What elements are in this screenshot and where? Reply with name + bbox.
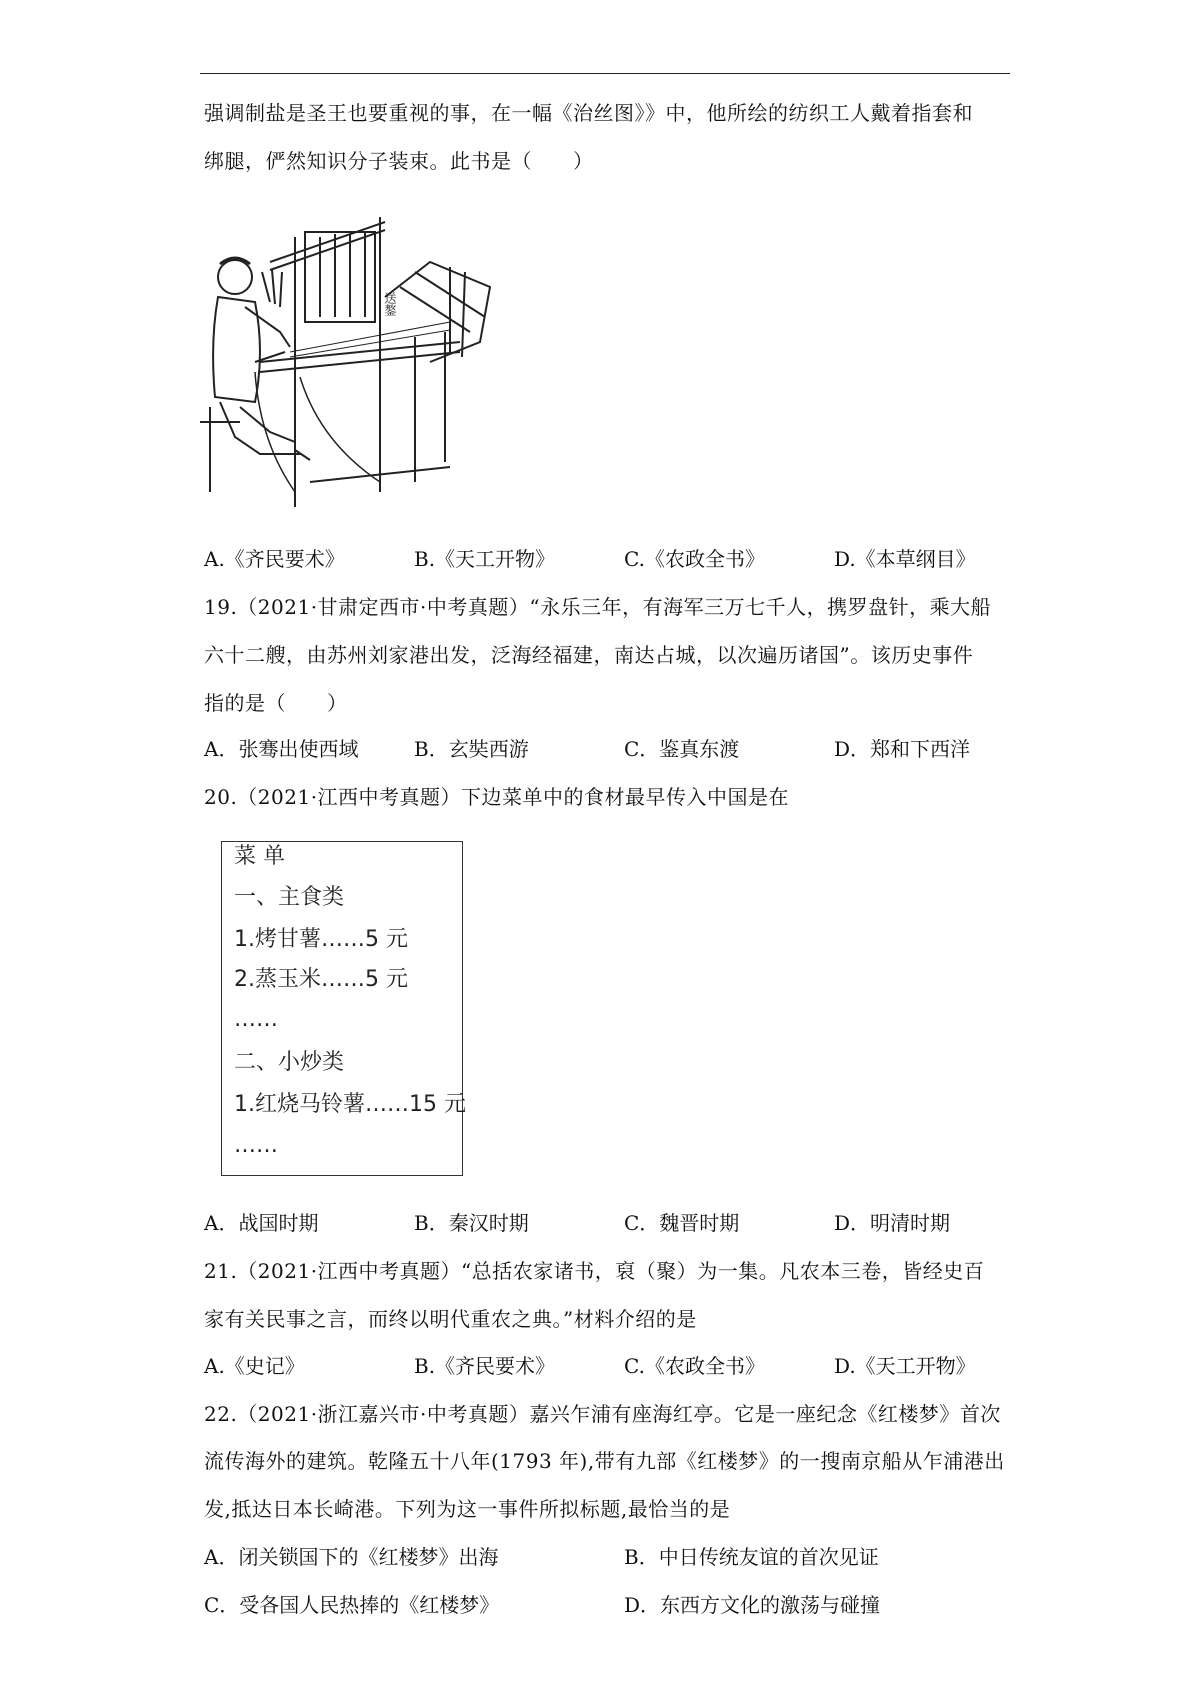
q19-line3: 指的是（ ） [204, 691, 348, 715]
menu-ellipsis: …… [234, 1133, 278, 1158]
menu-category-staple: 一、主食类 [234, 885, 345, 910]
q18-option-b[interactable]: B.《天工开物》 [414, 547, 556, 571]
q18-stem-line2: 绑腿，俨然知识分子装束。此书是（ ） [204, 149, 594, 173]
q22-option-d[interactable]: D．东西方文化的激荡与碰撞 [624, 1593, 881, 1617]
q18-option-a[interactable]: A.《齐民要术》 [204, 547, 345, 571]
q21-option-b[interactable]: B.《齐民要术》 [414, 1354, 556, 1378]
q20-option-c[interactable]: C．魏晋时期 [624, 1211, 740, 1235]
q18-option-c[interactable]: C.《农政全书》 [624, 547, 765, 571]
q22-line3: 发,抵达日本长崎港。下列为这一事件所拟标题,最恰当的是 [204, 1497, 731, 1521]
q19-option-d[interactable]: D．郑和下西洋 [834, 737, 971, 761]
menu-image [221, 841, 466, 1176]
q21-line2: 家有关民事之言，而终以明代重农之典。”材料介绍的是 [204, 1307, 697, 1331]
menu-category-stir-fry: 二、小炒类 [234, 1050, 345, 1075]
menu-ellipsis: …… [234, 1007, 278, 1032]
q21-option-d[interactable]: D.《天工开物》 [834, 1354, 976, 1378]
menu-item-potato: 1.红烧马铃薯……15 元 [234, 1092, 466, 1117]
q22-option-b[interactable]: B．中日传统友谊的首次见证 [624, 1545, 879, 1569]
q22-option-c[interactable]: C．受各国人民热捧的《红楼梦》 [204, 1593, 500, 1617]
loom-label: 送鏊 [383, 292, 397, 316]
q18-stem-line1: 强调制盐是圣王也要重视的事，在一幅《治丝图》》中，他所绘的纺织工人戴着指套和 [204, 101, 973, 125]
menu-item-corn: 2.蒸玉米……5 元 [234, 967, 408, 992]
loom-illustration [200, 192, 505, 527]
q22-option-a[interactable]: A．闭关锁国下的《红楼梦》出海 [204, 1545, 499, 1569]
q19-option-a[interactable]: A．张骞出使西域 [204, 737, 359, 761]
q20-line1: 20.（2021·江西中考真题）下边菜单中的食材最早传入中国是在 [204, 785, 790, 809]
menu-title: 菜 单 [234, 844, 285, 869]
q19-option-c[interactable]: C．鉴真东渡 [624, 737, 740, 761]
q19-option-b[interactable]: B．玄奘西游 [414, 737, 529, 761]
menu-item-sweet-potato: 1.烤甘薯……5 元 [234, 927, 408, 952]
q19-line1: 19.（2021·甘肃定西市·中考真题）“永乐三年，有海军三万七千人，携罗盘针，乘大船 [204, 595, 992, 619]
q19-line2: 六十二艘，由苏州刘家港出发，泛海经福建，南达占城，以次遍历诸国”。该历史事件 [204, 643, 974, 667]
header-rule [200, 73, 1010, 74]
q20-option-a[interactable]: A．战国时期 [204, 1211, 319, 1235]
q22-line2: 流传海外的建筑。乾隆五十八年(1793 年),带有九部《红楼梦》的一搜南京船从乍浦港出 [204, 1449, 1005, 1473]
q21-option-a[interactable]: A.《史记》 [204, 1354, 305, 1378]
q20-option-d[interactable]: D．明清时期 [834, 1211, 951, 1235]
q22-line1: 22.（2021·浙江嘉兴市·中考真题）嘉兴乍浦有座海红亭。它是一座纪念《红楼梦》首次 [204, 1402, 1001, 1426]
q18-option-d[interactable]: D.《本草纲目》 [834, 547, 976, 571]
q21-option-c[interactable]: C.《农政全书》 [624, 1354, 765, 1378]
q20-option-b[interactable]: B．秦汉时期 [414, 1211, 529, 1235]
q21-line1: 21.（2021·江西中考真题）“总括农家诸书，裒（聚）为一集。凡农本三卷，皆经史百 [204, 1259, 985, 1283]
